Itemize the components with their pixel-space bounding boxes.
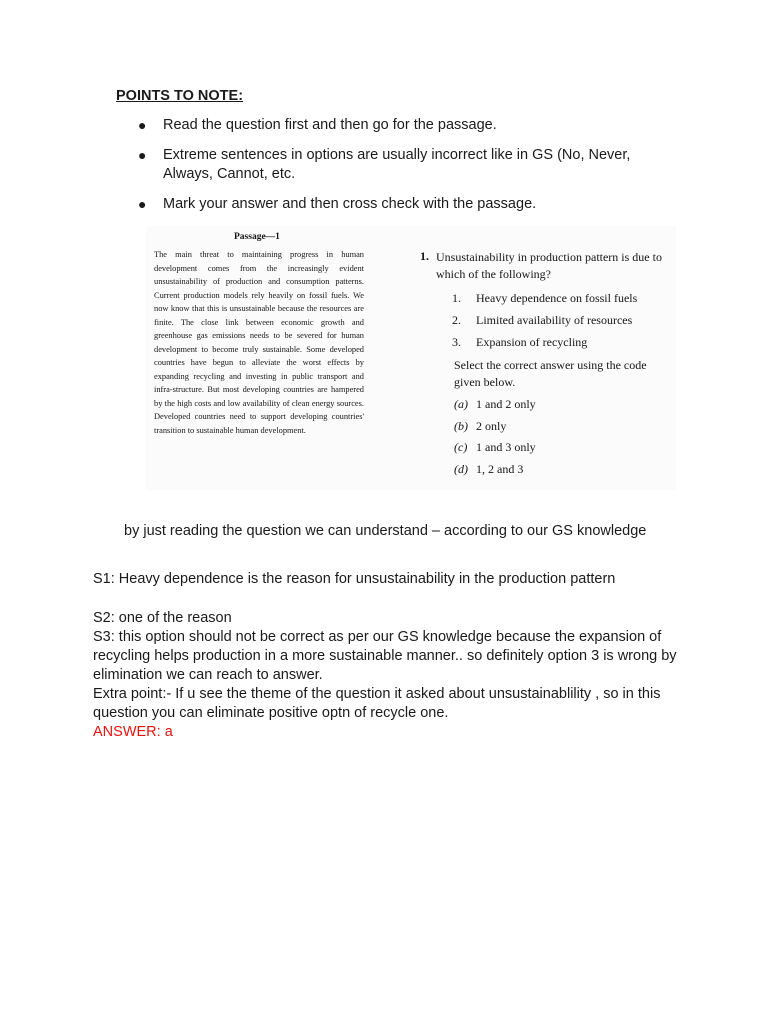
answer-choices	[454, 394, 536, 480]
statement-item: 1. Heavy dependence on fossil fuels	[452, 291, 638, 305]
points-list	[138, 116, 678, 225]
passage-text: The main threat to maintaining progress in human development comes from the increasingly evident unsustainability of production and consumption patterns. Current production models rely heavily on fossil fuels. We now know that this is unsustainable because the resources are finite. The close link between economic growth and greenhouse gas emissions needs to be severed for human development to become truly sustainable. Some developed countries have begun to alleviate the worst effects by expanding recycling and investing in public transport and infra-structure. But most developing countries are hampered by the high costs and low availability of clean energy sources. Developed countries need to support developing countries' transition to sustainable human development.	[154, 250, 364, 435]
bullet-icon: ●	[138, 196, 147, 212]
point-text: Extreme sentences in options are usually incorrect like in GS (No, Never, Always, Cannot, etc.	[163, 147, 631, 182]
statement-2-explanation: S2: one of the reason	[93, 610, 232, 626]
statement-item: 2. Limited availability of resources	[452, 313, 633, 327]
answer-choice: (c) 1 and 3 only	[454, 440, 536, 454]
statement-item: 3. Expansion of recycling	[452, 335, 588, 349]
final-answer: ANSWER: a	[93, 724, 173, 740]
question-stem: Unsustainability in production pattern is due to which of the following?	[436, 250, 662, 281]
question-scan-image	[146, 226, 676, 490]
statement-1-explanation: S1: Heavy dependence is the reason for unsustainability in the production pattern	[93, 571, 616, 587]
point-text: Read the question first and then go for the passage.	[163, 117, 497, 133]
points-heading: POINTS TO NOTE:	[116, 88, 244, 104]
extra-point: Extra point:- If u see the theme of the question it asked about unsustainablility , so in this question you can eliminate positive optn of recycle one.	[93, 686, 661, 721]
explanation-intro: by just reading the question we can understand – according to our GS knowledge	[124, 523, 647, 539]
question-number: 1.	[420, 249, 429, 263]
bullet-icon: ●	[138, 147, 147, 163]
statement-3-explanation: S3: this option should not be correct as per our GS knowledge because the expansion of recycling helps production in a more sustainable manner.. so definitely option 3 is wrong by elimination we can reach to answer.	[93, 629, 677, 683]
point-text: Mark your answer and then cross check with the passage.	[163, 196, 537, 212]
answer-choice: (d) 1, 2 and 3	[454, 461, 524, 476]
point-item	[138, 146, 678, 184]
point-item	[138, 116, 678, 135]
answer-choice: (b) 2 only	[454, 418, 507, 433]
statement-list	[452, 287, 637, 353]
select-instruction: Select the correct answer using the code given below.	[454, 358, 647, 389]
bullet-icon: ●	[138, 117, 147, 133]
answer-choice: (a) 1 and 2 only	[454, 397, 536, 411]
passage-title: Passage—1	[234, 232, 280, 242]
point-item	[138, 195, 678, 214]
